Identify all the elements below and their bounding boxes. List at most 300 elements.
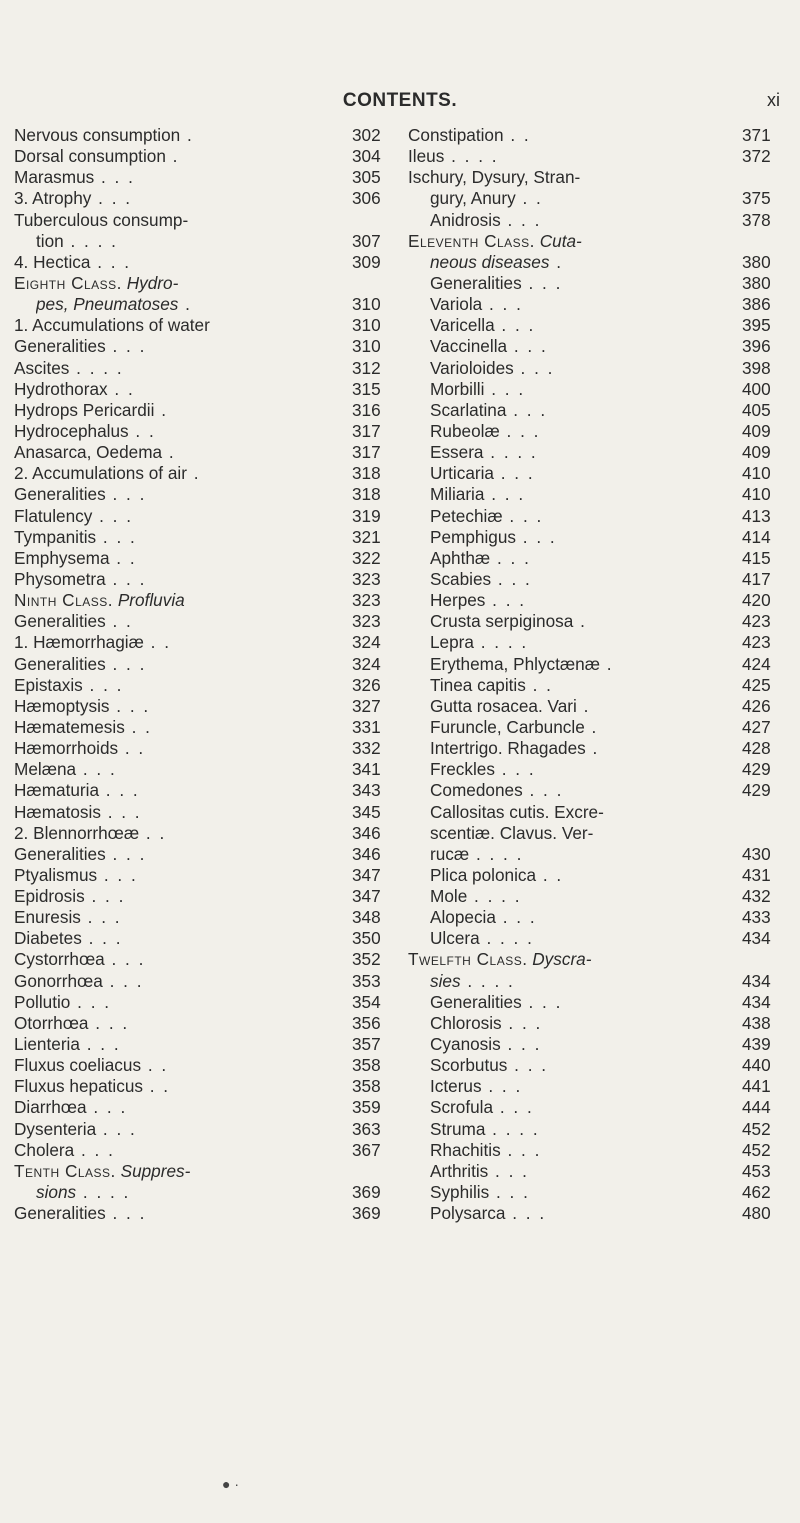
entry-text: Struma [430,1118,486,1139]
toc-entry [408,146,786,167]
toc-entry [408,167,786,188]
leader-dots: . . . [499,420,541,441]
toc-entry [14,971,396,992]
toc-entry-page: 307 [352,230,381,251]
toc-entry-title [430,527,742,548]
toc-entry-title [14,865,352,886]
toc-entry-title [14,590,352,611]
toc-entry-title [14,1161,352,1182]
toc-entry [14,844,396,865]
toc-entry-title [430,484,742,505]
toc-entry-page: 323 [352,568,381,589]
toc-entry-title [430,632,742,653]
toc-entry-title [430,907,742,928]
toc-entry [14,1076,396,1097]
toc-entry [408,1140,786,1161]
running-title: CONTENTS. [342,90,458,111]
toc-entry-title [36,1182,352,1203]
toc-entry-title [14,823,352,844]
leader-dots: . . . [484,484,526,505]
toc-entry-page: 309 [352,251,381,272]
toc-entry-title [14,548,352,569]
toc-entry-title [14,632,352,653]
toc-entry [408,231,786,252]
toc-entry [408,273,786,294]
toc-entry [408,717,786,738]
toc-entry-page: 395 [742,315,771,336]
toc-entry-page: 423 [742,632,771,653]
entry-text: Diabetes [14,928,82,949]
leader-dots: . . . [96,526,137,547]
entry-text: Petechiæ [430,505,503,526]
toc-entry [408,654,786,675]
toc-entry-page: 319 [352,505,381,526]
entry-text: Fluxus coeliacus [14,1055,142,1076]
toc-entry-title [14,1013,352,1034]
toc-entry [408,632,786,653]
leader-dots: . . . [109,695,151,716]
leader-dots: . . . [494,315,536,336]
toc-entry [408,590,786,611]
leader-dots: . . . . [469,843,524,864]
entry-text: Crusta serpiginosa [430,611,574,632]
toc-entry-title [430,1140,742,1161]
leader-dots: . . . [102,970,144,991]
toc-entry [408,379,786,400]
entry-italic-text: Suppres- [115,1160,191,1181]
leader-dots: . . . [491,568,532,589]
toc-entry-page: 310 [352,315,381,336]
entry-text: Pollutio [14,991,71,1012]
toc-entry-title [430,1013,742,1034]
leader-dots: . . . [70,991,112,1012]
leader-dots: . [162,442,176,463]
toc-entry-title [14,654,352,675]
leader-dots: . . . [481,1076,523,1097]
toc-entry-page: 428 [742,738,771,759]
toc-entry-page: 427 [742,716,771,737]
leader-dots: . . . [100,801,142,822]
toc-entry [408,1013,786,1034]
toc-entry [408,823,786,844]
toc-entry [408,675,786,696]
leader-dots: . . . [104,949,146,970]
toc-entry [408,907,786,928]
toc-entry-title [14,273,352,294]
toc-entry-page: 380 [742,272,771,293]
toc-entry [14,210,396,231]
toc-entry-title [14,1034,352,1055]
leader-dots: . . . [484,378,526,399]
toc-entry [14,125,396,146]
stray-ink-mark: ● · [222,1476,240,1492]
toc-entry-page: 354 [352,991,381,1012]
leader-dots: . [576,695,591,716]
toc-entry-title [14,717,352,738]
leader-dots: . . [118,738,146,759]
toc-entry-title [408,167,742,188]
leader-dots: . . . [490,547,531,568]
leader-dots: . [549,251,564,272]
entry-italic-text: Cuta- [534,230,582,251]
toc-entry [14,611,396,632]
toc-entry-title [430,294,742,315]
toc-entry [408,738,786,759]
entry-text: Miliaria [430,484,485,505]
toc-entry [408,1097,786,1118]
leader-dots: . . . [500,1034,542,1055]
entry-text: scentiæ. Clavus. Ver- [430,822,594,843]
entry-text: Herpes [430,590,486,611]
toc-entry-title [14,400,352,421]
toc-entry-title [430,421,742,442]
entry-text: Anidrosis [430,209,501,230]
leader-dots: . . . [88,1012,130,1033]
toc-entry-title [14,527,352,548]
toc-entry-title [36,231,352,252]
leader-dots: . . . [105,653,147,674]
toc-entry-title [430,611,742,632]
toc-entry-title [14,1140,352,1161]
leader-dots: . [600,653,614,674]
toc-entry-title [14,336,352,357]
toc-entry [14,1034,396,1055]
toc-entry-title [14,125,352,146]
toc-entry-page: 453 [742,1160,771,1181]
toc-entry [408,548,786,569]
toc-entry-title [430,252,742,273]
toc-entry [14,949,396,970]
toc-entry-title [14,1076,352,1097]
toc-entry-page: 434 [742,991,771,1012]
entry-text: 3. Atrophy [14,188,92,209]
entry-text: Aphthæ [430,547,491,568]
toc-entry-page: 369 [352,1203,381,1224]
toc-entry-title [14,759,352,780]
entry-text: Arthritis [430,1160,489,1181]
leader-dots: . . . [494,759,536,780]
leader-dots: . . . [501,1012,543,1033]
toc-entry-page: 414 [742,526,771,547]
leader-dots: . . [128,420,156,441]
toc-entry-page: 369 [352,1182,381,1203]
entry-text: Scrofula [430,1097,494,1118]
leader-dots: . . [124,716,152,737]
entry-text: Plica polonica [430,864,537,885]
entry-text: 1. Accumulations of water [14,315,210,336]
toc-entry-title [430,548,742,569]
leader-dots: . . . [99,780,140,801]
toc-entry-page: 433 [742,907,771,928]
toc-entry [14,1182,396,1203]
toc-entry [408,1055,786,1076]
toc-entry [14,632,396,653]
toc-entry-title [14,252,352,273]
toc-entry-title [430,336,742,357]
toc-entry-page: 316 [352,399,381,420]
entry-text: Pemphigus [430,526,516,547]
toc-entry [408,780,786,801]
toc-entry [14,358,396,379]
leader-dots: . [154,399,168,420]
toc-entry [408,315,786,336]
entry-italic-text: pes, Pneumatoses [36,294,179,315]
toc-entry-title [14,315,352,336]
toc-entry-title [14,1055,352,1076]
leader-dots: . [180,125,194,145]
entry-text: Ptyalismus [14,864,98,885]
leader-dots: . . . [84,886,126,907]
toc-entry-title [430,971,742,992]
toc-entry-title [430,886,742,907]
toc-entry-title [14,886,352,907]
toc-entry-title [430,802,742,823]
toc-entry-page: 413 [742,505,771,526]
toc-entry [14,548,396,569]
entry-text: Constipation [408,125,504,145]
toc-entry [14,527,396,548]
toc-entry [14,1140,396,1161]
toc-entry-title [14,844,352,865]
toc-entry-title [430,844,742,865]
leader-dots: . . . [105,1203,147,1224]
toc-entry-title [14,188,352,209]
toc-entry-title [14,971,352,992]
toc-entry [14,273,396,294]
leader-dots: . . [105,611,133,632]
toc-entry [408,928,786,949]
entry-text: Morbilli [430,378,485,399]
toc-entry-page: 350 [352,928,381,949]
toc-entry-page: 417 [742,568,771,589]
leader-dots: . . . . [479,928,534,949]
toc-entry [408,1034,786,1055]
leader-dots: . [186,463,201,484]
entry-text: Hydrops Pericardii [14,399,155,420]
entry-text: Epistaxis [14,674,83,695]
toc-entry-title [14,210,352,231]
toc-entry [408,463,786,484]
entry-text: Gonorrhœa [14,970,103,991]
entry-text: Intertrigo. Rhagades [430,738,586,759]
entry-text: Rubeolæ [430,420,500,441]
toc-entry [14,1203,396,1224]
leader-dots: . . . . [467,886,522,907]
toc-entry-title [430,315,742,336]
toc-entry [14,780,396,801]
leader-dots: . . . [500,209,542,230]
leader-dots: . . [515,188,543,209]
toc-entry-page: 327 [352,695,381,716]
toc-entry [408,759,786,780]
leader-dots: . . . [521,272,563,293]
toc-entry-title [430,992,742,1013]
toc-entry [14,717,396,738]
entry-text: Vaccinella [430,336,508,357]
toc-entry-title [430,1097,742,1118]
leader-dots: . . . [507,336,548,357]
leader-dots: . . . [521,991,563,1012]
toc-entry-page: 434 [742,970,771,991]
toc-entry-title [14,1203,352,1224]
toc-entry [408,696,786,717]
entry-text: Anasarca, Oedema [14,442,163,463]
entry-text: tion [36,230,64,251]
toc-entry-title [430,400,742,421]
toc-entry-title [430,928,742,949]
entry-text: Generalities [14,336,106,357]
leader-dots: . [585,738,600,759]
entry-text: Hydrocephalus [14,420,129,441]
toc-entry-title [430,210,742,231]
toc-entry-page: 321 [352,526,381,547]
leader-dots: . . . [97,864,138,885]
entry-text: Generalities [14,653,106,674]
leader-dots: . . . . [473,632,529,653]
toc-entry [14,992,396,1013]
leader-dots: . . . [80,907,122,928]
toc-entry-page: 324 [352,653,381,674]
entry-text: Hæmoptysis [14,695,110,716]
toc-entry-page: 432 [742,886,771,907]
toc-entry-page: 378 [742,209,771,230]
toc-entry [14,421,396,442]
toc-entry-page: 444 [742,1097,771,1118]
leader-dots: . . [525,674,553,695]
entry-text: Hæmatosis [14,801,101,822]
entry-text: Varioloides [430,357,514,378]
toc-entry-page: 346 [352,843,381,864]
toc-entry-title [430,780,742,801]
toc-entry [14,146,396,167]
entry-italic-text: Dyscra- [527,949,592,970]
toc-entry-page: 343 [352,780,381,801]
toc-entry [14,675,396,696]
toc-entry-page: 302 [352,125,381,145]
toc-entry-page: 440 [742,1055,771,1076]
toc-entry [408,188,786,209]
leader-dots: . [178,294,192,315]
toc-entry-page: 322 [352,547,381,568]
toc-entry-page: 312 [352,357,381,378]
toc-entry [14,569,396,590]
toc-entry [408,844,786,865]
toc-entry [408,1161,786,1182]
toc-entry-page: 305 [352,167,381,188]
entry-text: Urticaria [430,463,494,484]
toc-entry [408,971,786,992]
toc-entry [14,1097,396,1118]
toc-entry-title [430,675,742,696]
toc-entry [408,611,786,632]
toc-entry-page: 375 [742,188,771,209]
toc-entry [14,167,396,188]
entry-text: Twelfth Class. [408,949,528,970]
leader-dots: . . . [500,1139,542,1160]
entry-text: Gutta rosacea. Vari [430,695,577,716]
toc-entry-page: 396 [742,336,771,357]
toc-entry [408,992,786,1013]
entry-text: gury, Anury [430,188,516,209]
toc-entry [14,823,396,844]
toc-entry [14,738,396,759]
toc-entry-page: 430 [742,843,771,864]
toc-entry [14,1013,396,1034]
toc-entry [14,928,396,949]
toc-entry-page: 480 [742,1203,771,1224]
entry-text: Scorbutus [430,1055,508,1076]
entry-text: Mole [430,886,468,907]
toc-entry-page: 323 [352,590,381,611]
leader-dots: . . . [79,1034,121,1055]
entry-text: Cystorrhœa [14,949,105,970]
leader-dots: . . . [82,674,124,695]
toc-entry [14,1161,396,1182]
leader-dots: . . . [105,843,147,864]
toc-entry-page: 371 [742,125,771,145]
entry-text: Otorrhœa [14,1012,89,1033]
entry-text: Marasmus [14,167,95,188]
entry-italic-text: neous diseases [430,251,550,272]
toc-entry [408,865,786,886]
leader-dots: . . [107,378,135,399]
entry-text: Rhachitis [430,1139,501,1160]
entry-text: Nervous consumption [14,125,181,145]
entry-text: Cyanosis [430,1034,501,1055]
toc-entry-page: 358 [352,1055,381,1076]
entry-italic-text: Hydro- [121,272,179,293]
leader-dots: . . [143,632,172,653]
toc-entry [408,358,786,379]
entry-text: Varicella [430,315,495,336]
entry-text: Emphysema [14,547,110,568]
leader-dots: . . . [105,336,147,357]
entry-text: Diarrhœa [14,1097,87,1118]
leader-dots: . . . [485,590,527,611]
toc-entry-title [430,1034,742,1055]
toc-entry [14,484,396,505]
entry-text: 2. Blennorrhœæ [14,822,140,843]
toc-entry-title [14,484,352,505]
contents-column-left [14,125,396,1224]
toc-entry-title [14,738,352,759]
leader-dots: . . . [507,1055,549,1076]
toc-entry-title [14,992,352,1013]
entry-text: Comedones [430,780,523,801]
toc-entry [408,252,786,273]
entry-text: Tinea capitis [430,674,526,695]
toc-entry [408,1182,786,1203]
page-number: xi [767,90,780,110]
toc-entry-title [14,611,352,632]
leader-dots: . . . [92,505,133,526]
toc-entry-page: 386 [742,294,771,315]
toc-entry [14,886,396,907]
toc-entry-page: 346 [352,822,381,843]
entry-text: Tuberculous consump- [14,209,189,230]
leader-dots: . . . [505,1203,547,1224]
leader-dots: . . [503,125,531,145]
entry-text: Dorsal consumption [14,146,166,167]
leader-dots: . . . [495,907,537,928]
toc-entry [408,569,786,590]
toc-entry-title [14,907,352,928]
toc-entry [14,336,396,357]
toc-entry-title [430,1119,742,1140]
toc-entry [14,907,396,928]
entry-text: Lepra [430,632,474,653]
toc-entry-title [14,1097,352,1118]
